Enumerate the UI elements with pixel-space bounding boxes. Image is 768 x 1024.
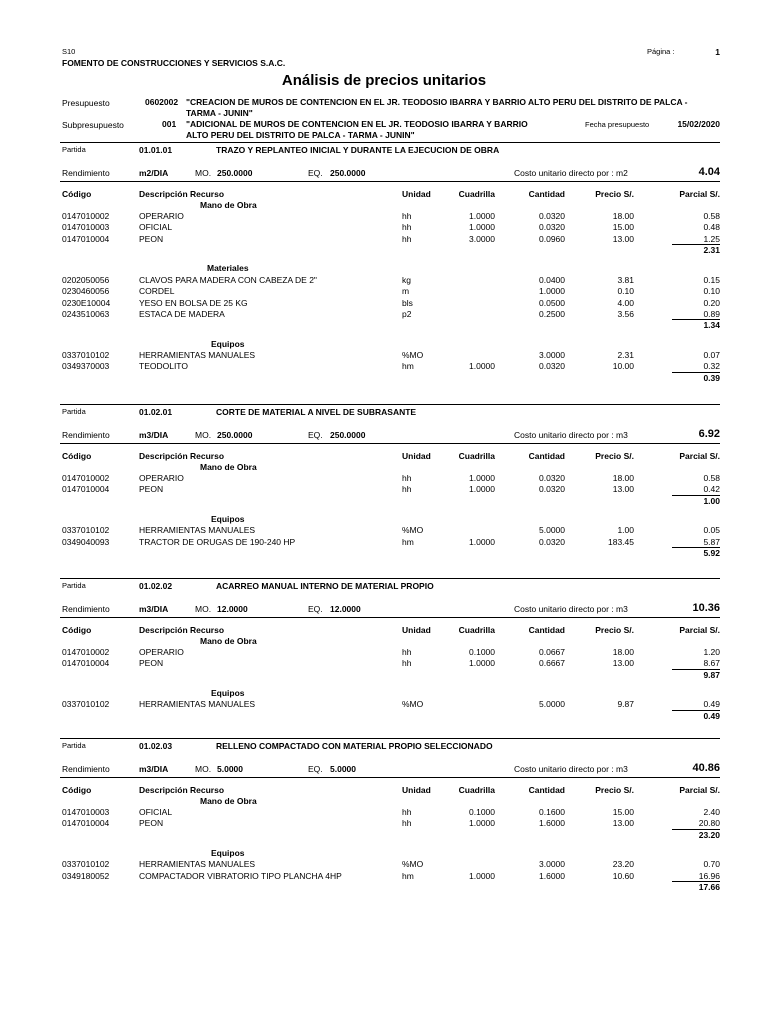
row-precio: 18.00 [612,472,634,483]
col-header-descripcion: Descripción Recurso [139,785,225,795]
row-unidad: hh [402,210,412,221]
row-cantidad: 0.2500 [539,308,565,319]
col-header-cuadrilla: Cuadrilla [458,625,495,635]
group-subtotal: 0.39 [703,372,720,383]
partida-top-divider [60,578,720,579]
partida-top-divider [60,404,720,405]
row-codigo: 0230460056 [62,286,110,297]
partida-code: 01.02.03 [139,741,173,751]
rendimiento-unit: m3/DIA [139,604,169,614]
subpresupuesto-name-line1: "ADICIONAL DE MUROS DE CONTENCION EN EL JR. TEODOSIO IBARRA Y BARRIO [186,119,528,129]
col-header-cuadrilla: Cuadrilla [458,189,495,199]
row-precio: 0.10 [617,286,634,297]
row-codigo: 0243510063 [62,308,110,319]
page-label: Página : [647,47,675,56]
rendimiento-unit: m3/DIA [139,764,169,774]
eq-value: 250.0000 [330,168,366,178]
software-code: S10 [62,47,76,56]
row-codigo: 0337010102 [62,859,110,870]
page-number: 1 [715,47,720,57]
row-precio: 13.00 [612,484,634,495]
row-cuadrilla: 1.0000 [469,472,495,483]
row-unidad: %MO [402,525,424,536]
row-unidad: hm [402,870,414,881]
eq-value: 12.0000 [330,604,361,614]
row-parcial: 0.20 [703,297,720,308]
row-unidad: p2 [402,308,412,319]
mo-label: MO. [195,168,212,178]
col-header-parcial: Parcial S/. [679,189,720,199]
col-header-descripcion: Descripción Recurso [139,625,225,635]
col-header-unidad: Unidad [402,625,431,635]
partida-label: Partida [62,741,86,750]
row-precio: 9.87 [617,699,634,710]
row-codigo: 0147010002 [62,472,110,483]
subpresupuesto-label: Subpresupuesto [62,120,124,130]
partida-top-divider [60,142,720,143]
rendimiento-label: Rendimiento [62,764,110,774]
row-descripcion: PEON [139,658,164,669]
col-header-precio: Precio S/. [595,189,634,199]
row-precio: 18.00 [612,646,634,657]
row-descripcion: COMPACTADOR VIBRATORIO TIPO PLANCHA 4HP [139,870,342,881]
col-header-cuadrilla: Cuadrilla [458,785,495,795]
col-header-codigo: Código [62,189,92,199]
row-cantidad: 0.1600 [539,806,565,817]
row-cantidad: 0.0320 [539,472,565,483]
row-precio: 10.00 [612,361,634,372]
group-subtotal: 1.34 [703,320,720,331]
partida-name: TRAZO Y REPLANTEO INICIAL Y DURANTE LA EJECUCION DE OBRA [216,145,500,155]
row-parcial: 0.42 [703,484,720,495]
mo-label: MO. [195,430,212,440]
row-cuadrilla: 1.0000 [469,484,495,495]
row-parcial: 1.20 [703,646,720,657]
costo-value: 10.36 [692,602,720,614]
row-parcial: 0.07 [703,349,720,360]
costo-label: Costo unitario directo por : m3 [514,764,628,774]
col-header-unidad: Unidad [402,785,431,795]
row-codigo: 0337010102 [62,349,110,360]
row-unidad: hh [402,484,412,495]
row-cantidad: 0.0667 [539,646,565,657]
rendimiento-unit: m2/DIA [139,168,169,178]
row-precio: 3.81 [617,274,634,285]
row-cuadrilla: 3.0000 [469,233,495,244]
group-subtotal: 9.87 [703,669,720,680]
partida-name: CORTE DE MATERIAL A NIVEL DE SUBRASANTE [216,407,417,417]
col-header-cantidad: Cantidad [528,785,565,795]
row-parcial: 2.40 [703,806,720,817]
partida-code: 01.01.01 [139,145,173,155]
row-precio: 13.00 [612,818,634,829]
col-header-cantidad: Cantidad [528,451,565,461]
row-cuadrilla: 1.0000 [469,222,495,233]
row-parcial: 16.96 [698,870,720,881]
rendimiento-label: Rendimiento [62,430,110,440]
row-precio: 1.00 [617,525,634,536]
mo-value: 250.0000 [217,168,253,178]
row-parcial: 0.58 [703,210,720,221]
row-cantidad: 0.0500 [539,297,565,308]
row-unidad: hm [402,536,414,547]
row-descripcion: OFICIAL [139,222,173,233]
row-precio: 13.00 [612,658,634,669]
row-cuadrilla: 1.0000 [469,536,495,547]
rendimiento-unit: m3/DIA [139,430,169,440]
costo-value: 4.04 [698,166,720,178]
row-cantidad: 0.0320 [539,484,565,495]
col-header-precio: Precio S/. [595,625,634,635]
col-header-cantidad: Cantidad [528,189,565,199]
col-header-precio: Precio S/. [595,785,634,795]
row-codigo: 0147010002 [62,210,110,221]
eq-label: EQ. [308,764,323,774]
row-descripcion: YESO EN BOLSA DE 25 KG [139,297,248,308]
row-parcial: 5.87 [703,536,720,547]
row-descripcion: OPERARIO [139,210,184,221]
row-codigo: 0147010003 [62,222,110,233]
row-precio: 15.00 [612,222,634,233]
col-header-parcial: Parcial S/. [679,785,720,795]
row-cantidad: 0.6667 [539,658,565,669]
col-header-cuadrilla: Cuadrilla [458,451,495,461]
mo-label: MO. [195,764,212,774]
col-header-unidad: Unidad [402,451,431,461]
presupuesto-name-line2: TARMA - JUNIN" [186,108,253,118]
rendimiento-divider [60,443,720,444]
eq-label: EQ. [308,168,323,178]
row-cuadrilla: 0.1000 [469,806,495,817]
row-unidad: hm [402,361,414,372]
group-title: Equipos [211,513,245,524]
fecha-label: Fecha presupuesto [585,120,650,129]
row-parcial: 0.49 [703,699,720,710]
row-descripcion: HERRAMIENTAS MANUALES [139,349,256,360]
row-descripcion: OPERARIO [139,472,184,483]
row-descripcion: OPERARIO [139,646,184,657]
row-cuadrilla: 0.1000 [469,646,495,657]
eq-value: 250.0000 [330,430,366,440]
group-subtotal: 5.92 [703,548,720,559]
row-parcial: 20.80 [698,818,720,829]
rendimiento-label: Rendimiento [62,168,110,178]
row-unidad: %MO [402,859,424,870]
mo-value: 12.0000 [217,604,248,614]
row-parcial: 0.58 [703,472,720,483]
col-header-codigo: Código [62,625,92,635]
row-cuadrilla: 1.0000 [469,361,495,372]
row-cuadrilla: 1.0000 [469,818,495,829]
mo-label: MO. [195,604,212,614]
col-header-descripcion: Descripción Recurso [139,451,225,461]
col-header-unidad: Unidad [402,189,431,199]
row-unidad: hh [402,818,412,829]
row-descripcion: HERRAMIENTAS MANUALES [139,859,256,870]
row-cuadrilla: 1.0000 [469,210,495,221]
row-codigo: 0147010003 [62,806,110,817]
group-subtotal: 2.31 [703,245,720,256]
partida-label: Partida [62,581,86,590]
eq-value: 5.0000 [330,764,356,774]
company-name: FOMENTO DE CONSTRUCCIONES Y SERVICIOS S.A.C. [62,58,286,68]
row-cuadrilla: 1.0000 [469,658,495,669]
row-precio: 10.60 [612,870,634,881]
row-descripcion: HERRAMIENTAS MANUALES [139,525,256,536]
row-descripcion: CLAVOS PARA MADERA CON CABEZA DE 2" [139,274,317,285]
row-unidad: hh [402,658,412,669]
group-title: Mano de Obra [200,199,257,210]
col-header-precio: Precio S/. [595,451,634,461]
row-descripcion: PEON [139,818,164,829]
costo-label: Costo unitario directo por : m2 [514,168,628,178]
row-parcial: 0.10 [703,286,720,297]
row-unidad: hh [402,233,412,244]
row-cantidad: 3.0000 [539,349,565,360]
row-cantidad: 5.0000 [539,699,565,710]
row-parcial: 0.89 [703,308,720,319]
rendimiento-divider [60,777,720,778]
row-precio: 13.00 [612,233,634,244]
eq-label: EQ. [308,604,323,614]
row-precio: 23.20 [612,859,634,870]
partida-name: RELLENO COMPACTADO CON MATERIAL PROPIO SELECCIONADO [216,741,493,751]
row-cuadrilla: 1.0000 [469,870,495,881]
costo-label: Costo unitario directo por : m3 [514,430,628,440]
partida-name: ACARREO MANUAL INTERNO DE MATERIAL PROPIO [216,581,434,591]
group-title: Mano de Obra [200,461,257,472]
row-cantidad: 0.0320 [539,536,565,547]
row-cantidad: 1.6000 [539,870,565,881]
group-title: Mano de Obra [200,795,257,806]
partida-label: Partida [62,145,86,154]
row-parcial: 1.25 [703,233,720,244]
row-parcial: 0.32 [703,361,720,372]
row-precio: 2.31 [617,349,634,360]
col-header-parcial: Parcial S/. [679,625,720,635]
subpresupuesto-code: 001 [162,119,177,129]
row-unidad: kg [402,274,411,285]
rendimiento-divider [60,617,720,618]
row-codigo: 0349180052 [62,870,110,881]
row-descripcion: PEON [139,233,164,244]
row-codigo: 0349370003 [62,361,110,372]
row-codigo: 0147010004 [62,484,110,495]
presupuesto-label: Presupuesto [62,98,110,108]
group-title: Materiales [207,263,249,274]
row-codigo: 0147010004 [62,658,110,669]
row-parcial: 0.70 [703,859,720,870]
row-descripcion: TEODOLITO [139,361,188,372]
costo-value: 40.86 [692,762,720,774]
row-cantidad: 1.6000 [539,818,565,829]
mo-value: 5.0000 [217,764,243,774]
col-header-codigo: Código [62,785,92,795]
partida-code: 01.02.02 [139,581,173,591]
group-subtotal: 1.00 [703,495,720,506]
row-unidad: hh [402,646,412,657]
row-cantidad: 1.0000 [539,286,565,297]
page-title: Análisis de precios unitarios [281,72,487,89]
group-title: Equipos [211,687,245,698]
mo-value: 250.0000 [217,430,253,440]
row-parcial: 0.48 [703,222,720,233]
fecha-value: 15/02/2020 [677,119,720,129]
row-cantidad: 0.0320 [539,361,565,372]
rendimiento-divider [60,181,720,182]
col-header-codigo: Código [62,451,92,461]
row-precio: 3.56 [617,308,634,319]
partida-top-divider [60,738,720,739]
rendimiento-label: Rendimiento [62,604,110,614]
row-cantidad: 0.0960 [539,233,565,244]
row-unidad: hh [402,222,412,233]
row-unidad: hh [402,806,412,817]
row-parcial: 0.15 [703,274,720,285]
eq-label: EQ. [308,430,323,440]
row-cantidad: 3.0000 [539,859,565,870]
presupuesto-code: 0602002 [145,97,179,107]
row-precio: 15.00 [612,806,634,817]
costo-label: Costo unitario directo por : m3 [514,604,628,614]
row-parcial: 0.05 [703,525,720,536]
row-codigo: 0337010102 [62,525,110,536]
row-cantidad: 0.0320 [539,210,565,221]
row-descripcion: PEON [139,484,164,495]
row-codigo: 0147010004 [62,818,110,829]
row-parcial: 8.67 [703,658,720,669]
row-codigo: 0337010102 [62,699,110,710]
row-cantidad: 0.0320 [539,222,565,233]
row-codigo: 0349040093 [62,536,110,547]
group-subtotal: 23.20 [698,829,720,840]
presupuesto-name-line1: "CREACION DE MUROS DE CONTENCION EN EL JR. TEODOSIO IBARRA Y BARRIO ALTO PERU DEL DISTRITO DE PALCA - [186,97,688,107]
row-descripcion: TRACTOR DE ORUGAS DE 190-240 HP [139,536,296,547]
row-unidad: %MO [402,349,424,360]
row-precio: 4.00 [617,297,634,308]
row-codigo: 0230E10004 [62,297,111,308]
row-precio: 18.00 [612,210,634,221]
partida-code: 01.02.01 [139,407,173,417]
col-header-cantidad: Cantidad [528,625,565,635]
row-cantidad: 5.0000 [539,525,565,536]
row-codigo: 0147010002 [62,646,110,657]
row-unidad: bls [402,297,413,308]
row-descripcion: HERRAMIENTAS MANUALES [139,699,256,710]
partida-label: Partida [62,407,86,416]
row-unidad: %MO [402,699,424,710]
row-unidad: hh [402,472,412,483]
group-subtotal: 17.66 [698,882,720,893]
subpresupuesto-name-line2: ALTO PERU DEL DISTRITO DE PALCA - TARMA - JUNIN" [186,130,415,140]
group-title: Equipos [211,847,245,858]
row-descripcion: CORDEL [139,286,175,297]
row-descripcion: OFICIAL [139,806,173,817]
row-codigo: 0202050056 [62,274,110,285]
costo-value: 6.92 [698,428,720,440]
row-precio: 183.45 [608,536,634,547]
row-codigo: 0147010004 [62,233,110,244]
group-subtotal: 0.49 [703,710,720,721]
row-unidad: m [402,286,410,297]
group-title: Equipos [211,338,245,349]
col-header-descripcion: Descripción Recurso [139,189,225,199]
col-header-parcial: Parcial S/. [679,451,720,461]
row-cantidad: 0.0400 [539,274,565,285]
row-descripcion: ESTACA DE MADERA [139,308,225,319]
group-title: Mano de Obra [200,635,257,646]
